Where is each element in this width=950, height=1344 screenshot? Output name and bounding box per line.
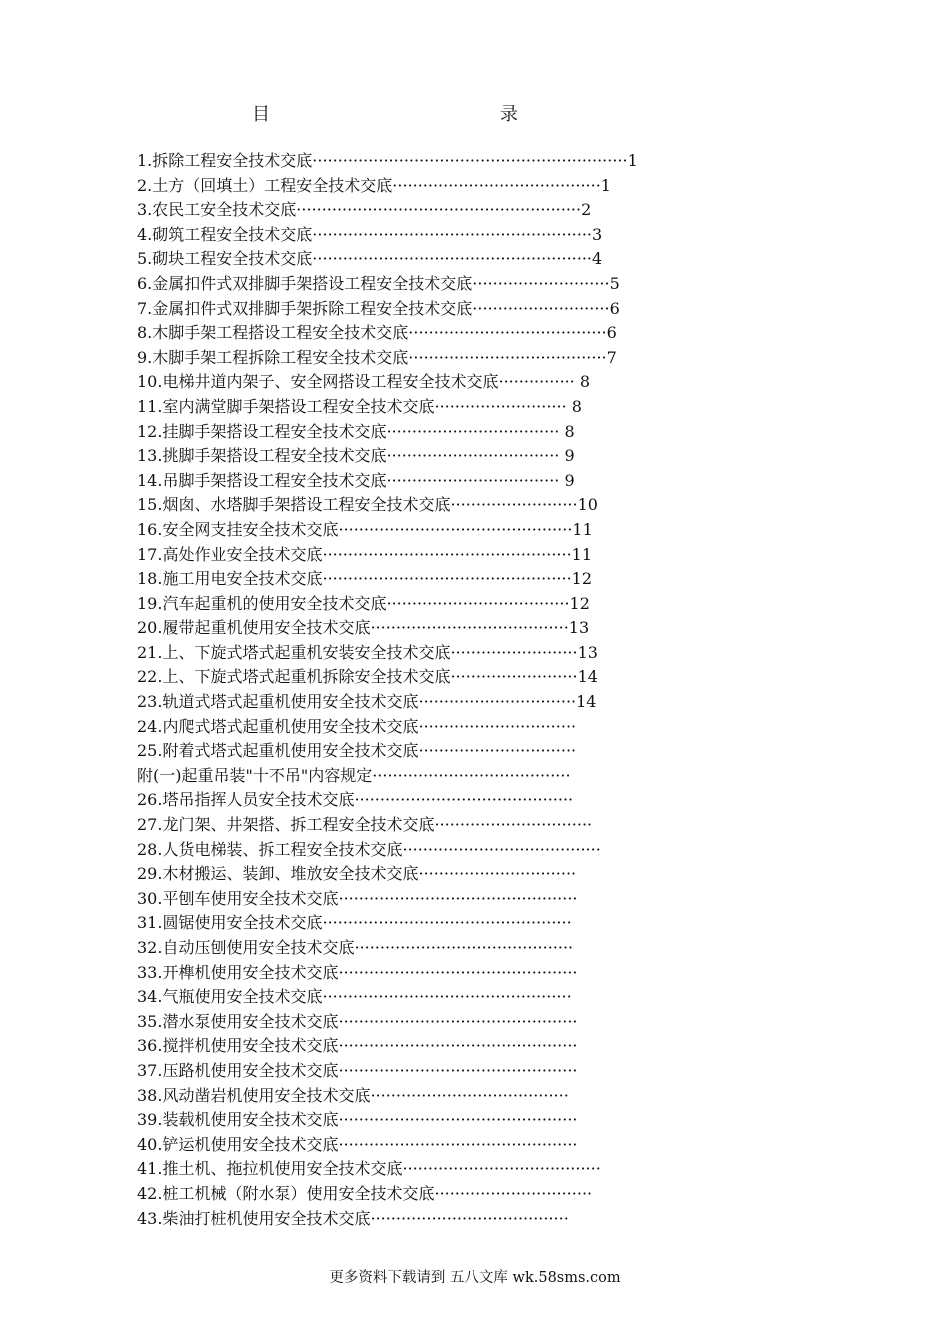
toc-entry	[137, 764, 697, 789]
toc-entry	[137, 518, 697, 543]
toc-entry-text: 21.上、下旋式塔式起重机安装安全技术交底·························13	[137, 642, 598, 662]
toc-entry-text: 37.压路机使用安全技术交底···············································	[137, 1060, 578, 1080]
toc-entry-text: 32.自动压刨使用安全技术交底···········································	[137, 938, 574, 957]
toc-entry	[137, 370, 697, 395]
toc-entry-text: 23.轨道式塔式起重机使用安全技术交底·······························14	[137, 692, 597, 712]
toc-entry	[137, 174, 697, 199]
toc-entry-text: 27.龙门架、井架搭、拆工程安全技术交底·······························	[137, 815, 593, 835]
toc-entry-text: 2.土方（回填土）工程安全技术交底·········································1	[137, 175, 611, 195]
toc-entry	[137, 985, 697, 1010]
toc-entry	[137, 444, 697, 469]
toc-entry	[137, 961, 697, 986]
toc-entry	[137, 887, 697, 912]
toc-entry-text: 附(一)起重吊装"十不吊"内容规定·······································	[137, 765, 571, 785]
toc-entry	[137, 247, 697, 272]
toc-entry	[137, 420, 697, 445]
toc-title-char-1: 目	[252, 104, 270, 125]
toc-entry-text: 22.上、下旋式塔式起重机拆除安全技术交底·························14	[137, 667, 598, 687]
toc-entry	[137, 1010, 697, 1035]
toc-entry-text: 34.气瓶使用安全技术交底·················································	[137, 987, 572, 1007]
toc-entry-text: 29.木材搬运、装卸、堆放安全技术交底·······························	[137, 864, 577, 884]
toc-entry	[137, 272, 697, 297]
toc-entry-text: 20.履带起重机使用安全技术交底·······································13	[137, 618, 590, 638]
toc-entry	[137, 297, 697, 322]
toc-entry-text: 6.金属扣件式双排脚手架搭设工程安全技术交底···························5	[137, 273, 620, 293]
toc-entry	[137, 690, 697, 715]
toc-entry	[137, 862, 697, 887]
toc-entry	[137, 838, 697, 863]
toc-entry	[137, 395, 697, 420]
toc-entry-text: 28.人货电梯装、拆工程安全技术交底·······································	[137, 839, 601, 859]
table-of-contents	[137, 149, 697, 1231]
toc-entry	[137, 198, 697, 223]
toc-entry	[137, 715, 697, 740]
toc-entry	[137, 616, 697, 641]
toc-entry-text: 25.附着式塔式起重机使用安全技术交底·······························	[137, 741, 577, 761]
toc-entry	[137, 1182, 697, 1207]
footer-text: 更多资料下载请到 五八文库 wk.58sms.com	[329, 1270, 621, 1286]
toc-entry	[137, 592, 697, 617]
toc-entry-text: 43.柴油打桩机使用安全技术交底·······································	[137, 1208, 569, 1228]
toc-entry-text: 10.电梯井道内架子、安全网搭设工程安全技术交底··············· 8	[137, 372, 591, 392]
toc-entry-text: 8.木脚手架工程搭设工程安全技术交底·······································6	[137, 323, 617, 343]
toc-entry	[137, 665, 697, 690]
toc-entry	[137, 321, 697, 346]
toc-entry	[137, 911, 697, 936]
toc-entry-text: 17.高处作业安全技术交底·················································11	[137, 544, 593, 564]
toc-entry	[137, 567, 697, 592]
toc-entry-text: 14.吊脚手架搭设工程安全技术交底·································· 9	[137, 470, 575, 490]
toc-entry-text: 35.潜水泵使用安全技术交底···············································	[137, 1011, 578, 1031]
toc-entry-text: 5.砌块工程安全技术交底·······················································4	[137, 249, 603, 269]
toc-entry	[137, 493, 697, 518]
toc-entry-text: 26.塔吊指挥人员安全技术交底···········································	[137, 790, 574, 810]
toc-entry-text: 41.推土机、拖拉机使用安全技术交底·······································	[137, 1159, 601, 1179]
toc-entry-text: 9.木脚手架工程拆除工程安全技术交底·······································7	[137, 347, 617, 367]
toc-entry	[137, 1108, 697, 1133]
toc-entry-text: 4.砌筑工程安全技术交底·······················································3	[137, 224, 603, 244]
toc-entry-text: 13.挑脚手架搭设工程安全技术交底·································· 9	[137, 446, 575, 466]
toc-entry	[137, 346, 697, 371]
toc-entry-text: 3.农民工安全技术交底························································2	[137, 200, 592, 220]
toc-entry	[137, 1157, 697, 1182]
toc-entry	[137, 469, 697, 494]
toc-entry-text: 33.开榫机使用安全技术交底···············································	[137, 962, 578, 982]
toc-entry-text: 12.挂脚手架搭设工程安全技术交底·································· 8	[137, 421, 575, 441]
toc-entry	[137, 641, 697, 666]
toc-entry-text: 38.风动凿岩机使用安全技术交底·······································	[137, 1085, 569, 1105]
toc-entry	[137, 1084, 697, 1109]
toc-entry-text: 19.汽车起重机的使用安全技术交底····································12	[137, 593, 590, 613]
toc-title-char-2: 录	[500, 104, 518, 125]
toc-entry-text: 18.施工用电安全技术交底·················································12	[137, 569, 593, 589]
toc-entry	[137, 543, 697, 568]
toc-entry	[137, 1059, 697, 1084]
toc-entry-text: 24.内爬式塔式起重机使用安全技术交底·······························	[137, 716, 577, 736]
toc-entry-text: 7.金属扣件式双排脚手架拆除工程安全技术交底···························6	[137, 298, 620, 318]
toc-entry	[137, 1207, 697, 1232]
toc-entry	[137, 1034, 697, 1059]
toc-entry	[137, 788, 697, 813]
toc-entry-text: 1.拆除工程安全技术交底······························································1	[137, 151, 638, 170]
toc-entry-text: 36.搅拌机使用安全技术交底···············································	[137, 1036, 578, 1056]
toc-entry-text: 16.安全网支挂安全技术交底··············································11	[137, 519, 593, 539]
toc-entry	[137, 149, 697, 174]
toc-entry	[137, 739, 697, 764]
toc-entry	[137, 223, 697, 248]
toc-entry	[137, 813, 697, 838]
toc-entry-text: 15.烟囱、水塔脚手架搭设工程安全技术交底·························10	[137, 495, 598, 515]
toc-entry	[137, 1133, 697, 1158]
toc-entry-text: 31.圆锯使用安全技术交底·················································	[137, 913, 572, 933]
toc-entry-text: 39.装载机使用安全技术交底···············································	[137, 1110, 578, 1130]
toc-entry-text: 30.平刨车使用安全技术交底···············································	[137, 888, 578, 908]
toc-entry-text: 42.桩工机械（附水泵）使用安全技术交底·······························	[137, 1183, 593, 1203]
toc-entry	[137, 936, 697, 961]
toc-entry-text: 40.铲运机使用安全技术交底···············································	[137, 1134, 578, 1154]
toc-entry-text: 11.室内满堂脚手架搭设工程安全技术交底·························· 8	[137, 396, 582, 416]
